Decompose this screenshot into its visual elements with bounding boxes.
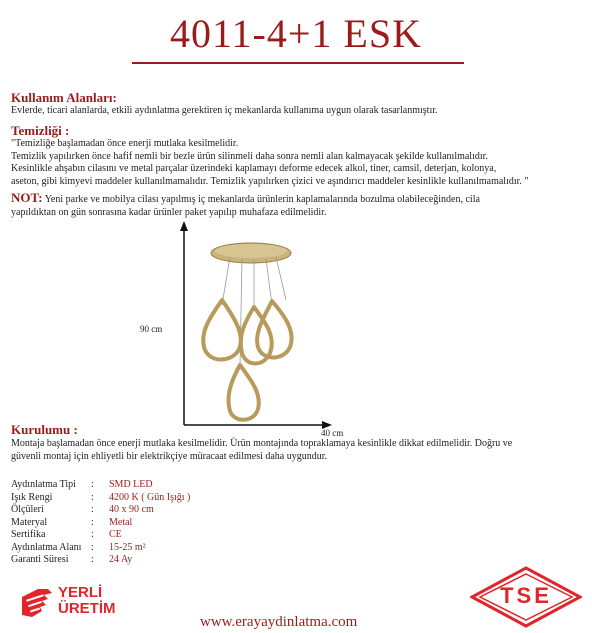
height-arrow-head <box>180 221 188 231</box>
spec-row <box>11 479 190 492</box>
spec-table <box>11 479 190 567</box>
product-title: 4011-4+1 ESK <box>170 11 422 56</box>
badge-line-2: ÜRETİM <box>58 600 116 617</box>
yerli-uretim-badge <box>18 583 128 623</box>
spec-key: Işık Rengi <box>11 491 53 503</box>
note-line-1: Yeni parke ve mobilya cilası yapılmış iç mekanlarda ürünlerin kaplamalarında bozulma olabileceğinden, cila <box>44 194 480 205</box>
spec-row <box>11 517 190 530</box>
spec-separator: : <box>91 554 94 565</box>
spec-separator: : <box>91 504 94 515</box>
spec-key: Materyal <box>11 516 48 528</box>
pendant-rings <box>203 300 291 420</box>
spec-value: 4200 K ( Gün Işığı ) <box>109 491 191 503</box>
cleaning-heading: Temizliği : <box>11 123 70 138</box>
usage-heading: Kullanım Alanları: <box>11 90 117 105</box>
width-label: 40 cm <box>321 428 344 438</box>
spec-value: 15-25 m² <box>109 541 146 553</box>
spec-value: 24 Ay <box>109 554 133 565</box>
spec-row <box>11 542 190 555</box>
cleaning-line: aseton, gibi kimyevi maddeler kullanılmamalıdır. Temizlik yapılırken çizici ve aşındırıcı maddeler kesinlikle kullanılmamalıdır. " <box>11 175 529 187</box>
installation-line-2: güvenli montaj için ehliyetli bir elektrikçiye müracaat edilmesi daha uygundur. <box>11 450 328 462</box>
tse-logo <box>470 566 582 628</box>
spec-row <box>11 529 190 542</box>
website-link[interactable]: www.erayaydinlatma.com <box>200 614 358 630</box>
spec-value: CE <box>109 529 122 540</box>
spec-key: Garanti Süresi <box>11 554 69 565</box>
spec-separator: : <box>91 541 94 553</box>
note-label: NOT: <box>11 190 43 205</box>
installation-heading: Kurulumu : <box>11 422 78 437</box>
cleaning-line: Temizlik yapılırken önce hafif nemli bir bezle ürün silinmeli daha sonra nemli alan kalmayacak şekilde kullanılmalıdır. <box>11 150 488 162</box>
title-underline <box>132 62 464 64</box>
spec-separator: : <box>91 516 94 528</box>
badge-line-1: YERLİ <box>58 584 103 601</box>
spec-row <box>11 504 190 517</box>
installation-text <box>11 438 591 463</box>
hand-icon <box>18 583 58 623</box>
cleaning-text <box>11 138 591 188</box>
tse-text: TSE <box>500 583 552 608</box>
spec-key: Aydınlatma Alanı <box>11 541 82 553</box>
spec-row <box>11 492 190 505</box>
spec-key: Sertifika <box>11 529 46 540</box>
spec-separator: : <box>91 479 94 490</box>
installation-line-1: Montaja başlamadan önce enerji mutlaka kesilmelidir. Ürün montajında topraklamaya kesinlikle dikkat edilmelidir. Doğru ve <box>11 438 513 449</box>
height-label: 90 cm <box>140 324 163 334</box>
spec-value: 40 x 90 cm <box>109 504 154 515</box>
spec-separator: : <box>91 491 94 503</box>
cleaning-line: "Temizliğe başlamadan önce enerji mutlaka kesilmelidir. <box>11 138 239 149</box>
usage-text: Evlerde, ticari alanlarda, etkili aydınlatma gerektiren iç mekanlarda kullanıma uygun olarak tasarlanmıştır. <box>11 105 438 116</box>
spec-key: Aydınlatma Tipi <box>11 479 76 490</box>
spec-key: Ölçüleri <box>11 504 44 515</box>
spec-value: Metal <box>109 516 133 528</box>
spec-value: SMD LED <box>109 479 153 490</box>
note-line-2: yapıldıktan on gün sonrasına kadar ürünler paket yapılıp muhafaza edilmelidir. <box>11 206 327 218</box>
spec-row <box>11 554 190 567</box>
cleaning-line: Kesinlikle ahşabın cilasını ve metal parçalar üzerindeki kaplamayı deforme edecek alkol, tiner, camsil, deterjan, kolonya, <box>11 163 497 174</box>
spec-separator: : <box>91 529 94 540</box>
canopy-top <box>215 244 287 258</box>
product-illustration <box>150 215 360 430</box>
